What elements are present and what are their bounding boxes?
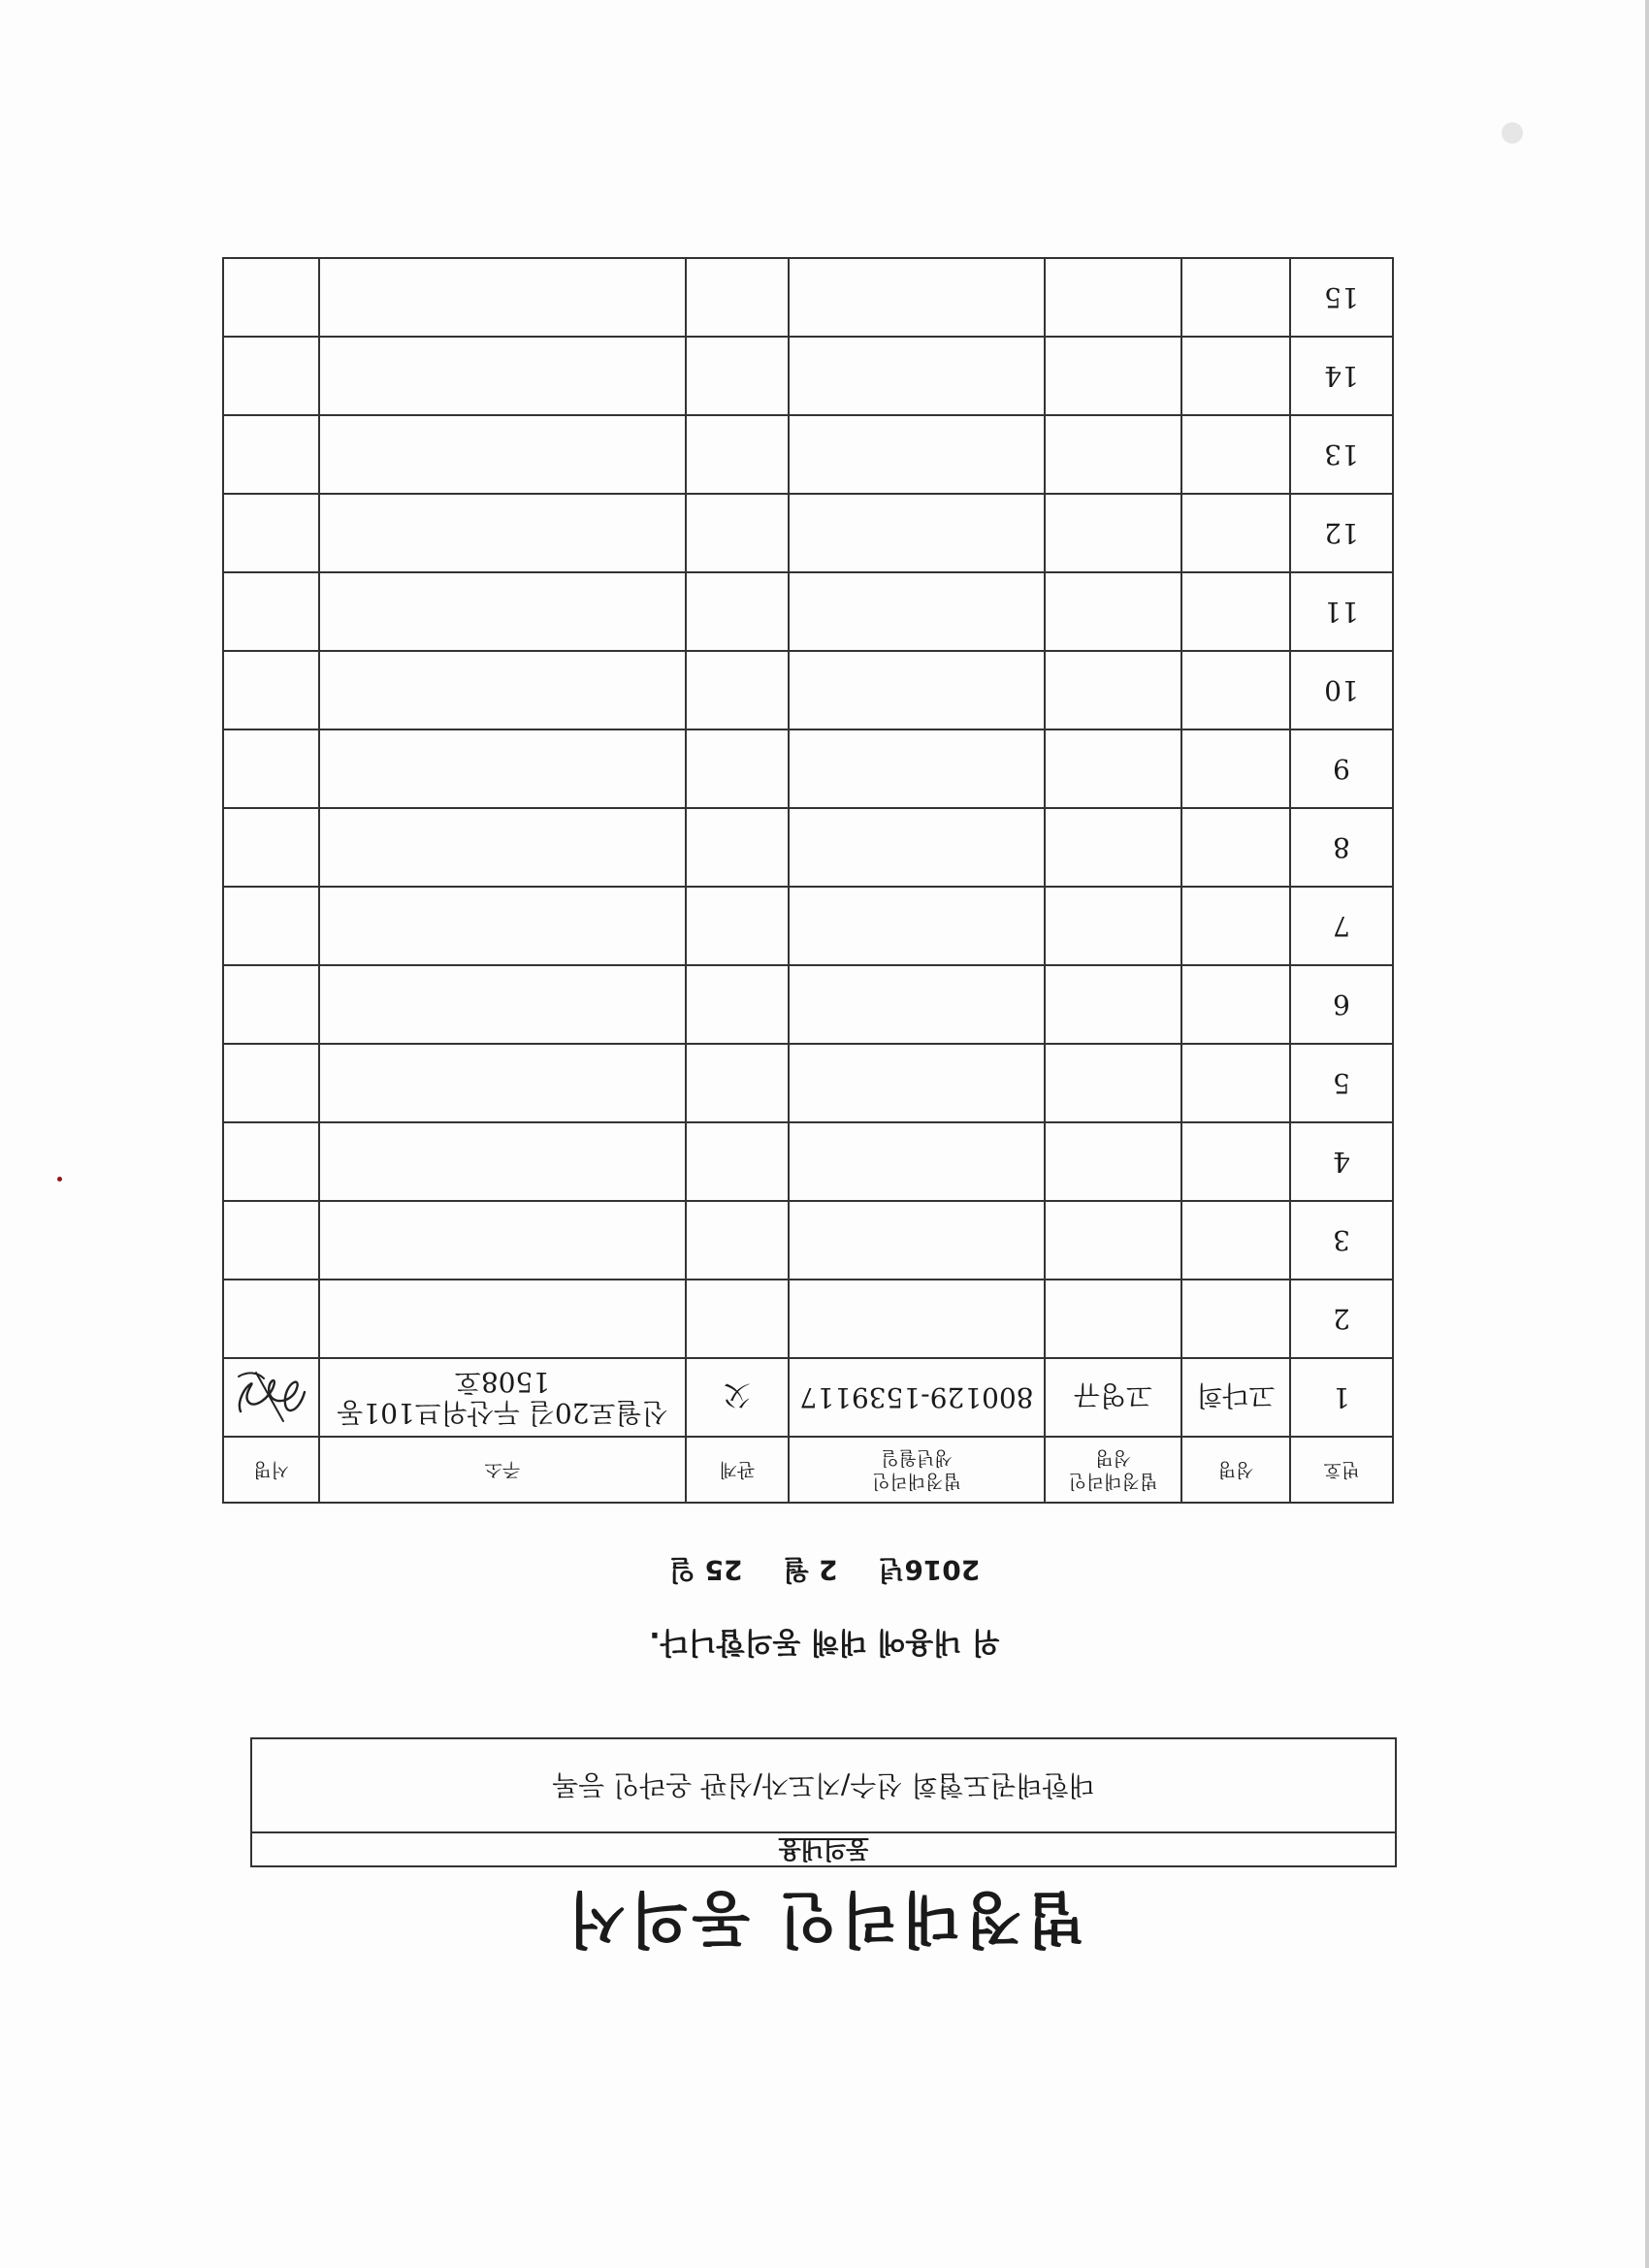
table-row [223, 1280, 1393, 1358]
empty-cell [789, 415, 1045, 494]
table-row [223, 572, 1393, 651]
empty-cell [1181, 572, 1290, 651]
empty-cell [789, 729, 1045, 808]
table-row [223, 494, 1393, 572]
table-row [223, 1122, 1393, 1201]
empty-cell [789, 1122, 1045, 1201]
empty-cell [1181, 729, 1290, 808]
empty-cell [789, 808, 1045, 887]
empty-cell [789, 1044, 1045, 1122]
row-number: 11 [1290, 572, 1393, 651]
empty-cell [223, 337, 319, 415]
table-row [223, 337, 1393, 415]
row-number: 8 [1290, 808, 1393, 887]
row-number: 4 [1290, 1122, 1393, 1201]
empty-cell [1045, 1280, 1181, 1358]
empty-cell [223, 1280, 319, 1358]
row-number: 13 [1290, 415, 1393, 494]
row-number: 7 [1290, 887, 1393, 965]
empty-cell [319, 1044, 686, 1122]
empty-cell [1181, 415, 1290, 494]
empty-cell [1181, 965, 1290, 1044]
empty-cell [686, 494, 789, 572]
table-row [223, 965, 1393, 1044]
table-row [223, 415, 1393, 494]
header-signature: 서명 [223, 1437, 319, 1503]
empty-cell [789, 337, 1045, 415]
empty-cell [223, 572, 319, 651]
row-guardian-name: 고영규 [1045, 1358, 1181, 1437]
empty-cell [1181, 258, 1290, 337]
empty-cell [319, 415, 686, 494]
empty-cell [1045, 415, 1181, 494]
empty-cell [1045, 808, 1181, 887]
empty-cell [1045, 337, 1181, 415]
row-relation: 父 [686, 1358, 789, 1437]
empty-cell [1045, 494, 1181, 572]
empty-cell [223, 729, 319, 808]
consent-content-label: 동의내용 [252, 1831, 1395, 1865]
row-number: 14 [1290, 337, 1393, 415]
empty-cell [223, 965, 319, 1044]
header-guardian-name: 법정대리인 성명 [1045, 1437, 1181, 1503]
table-row [223, 729, 1393, 808]
date-year: 2016년 [878, 1554, 981, 1586]
table-row [223, 1044, 1393, 1122]
document-title: 법정대리인 동의서 [564, 1884, 1085, 1955]
empty-cell [223, 651, 319, 729]
empty-cell [686, 337, 789, 415]
row-number: 15 [1290, 258, 1393, 337]
row-number: 6 [1290, 965, 1393, 1044]
date-day: 25 일 [668, 1554, 743, 1586]
empty-cell [1045, 1201, 1181, 1280]
table-header-row [223, 1437, 1393, 1503]
row-guardian-birth: 800129-1539117 [789, 1358, 1045, 1437]
empty-cell [789, 1201, 1045, 1280]
empty-cell [223, 808, 319, 887]
empty-cell [686, 808, 789, 887]
empty-cell [319, 651, 686, 729]
empty-cell [319, 965, 686, 1044]
row-number: 10 [1290, 651, 1393, 729]
empty-cell [789, 965, 1045, 1044]
empty-cell [319, 1280, 686, 1358]
empty-cell [686, 729, 789, 808]
empty-cell [789, 1280, 1045, 1358]
empty-cell [686, 1201, 789, 1280]
empty-cell [319, 494, 686, 572]
empty-cell [789, 494, 1045, 572]
empty-cell [686, 258, 789, 337]
empty-cell [319, 572, 686, 651]
handwritten-signature-icon [230, 1364, 313, 1432]
row-number: 9 [1290, 729, 1393, 808]
empty-cell [789, 258, 1045, 337]
empty-cell [1045, 572, 1181, 651]
header-relation: 관계 [686, 1437, 789, 1503]
row-signature [223, 1358, 319, 1437]
empty-cell [1045, 1122, 1181, 1201]
empty-cell [1045, 729, 1181, 808]
empty-cell [789, 651, 1045, 729]
row-address: 신월로20길 두산위브101동 1508호 [319, 1358, 686, 1437]
header-address: 주소 [319, 1437, 686, 1503]
empty-cell [1045, 651, 1181, 729]
empty-cell [223, 258, 319, 337]
empty-cell [223, 887, 319, 965]
empty-cell [1045, 258, 1181, 337]
empty-cell [319, 808, 686, 887]
header-no: 번호 [1290, 1437, 1393, 1503]
row-name: 고다희 [1181, 1358, 1290, 1437]
consent-content-box [250, 1737, 1397, 1867]
empty-cell [686, 651, 789, 729]
empty-cell [686, 887, 789, 965]
table-row [223, 808, 1393, 887]
empty-cell [1181, 1280, 1290, 1358]
row-number: 3 [1290, 1201, 1393, 1280]
empty-cell [686, 572, 789, 651]
empty-cell [686, 965, 789, 1044]
date-month: 2 월 [783, 1554, 838, 1586]
empty-cell [686, 1280, 789, 1358]
empty-cell [789, 572, 1045, 651]
empty-cell [223, 1122, 319, 1201]
empty-cell [1181, 1201, 1290, 1280]
empty-cell [1181, 337, 1290, 415]
date-line [0, 1552, 1649, 1591]
empty-cell [1045, 1044, 1181, 1122]
table-row [223, 651, 1393, 729]
empty-cell [319, 1122, 686, 1201]
empty-cell [686, 415, 789, 494]
empty-cell [223, 1201, 319, 1280]
empty-cell [223, 494, 319, 572]
empty-cell [1181, 808, 1290, 887]
empty-cell [1181, 651, 1290, 729]
empty-cell [1045, 887, 1181, 965]
header-name: 성명 [1181, 1437, 1290, 1503]
scan-shadow [1502, 122, 1523, 144]
table-row [223, 887, 1393, 965]
table-row [223, 1201, 1393, 1280]
consent-content-text: 대한태권도협회 선수/지도자/심판 온라인 등록 [552, 1769, 1095, 1801]
empty-cell [789, 887, 1045, 965]
guardian-table [222, 257, 1394, 1504]
empty-cell [1181, 887, 1290, 965]
header-guardian-birth: 법정대리인 생년월일 [789, 1437, 1045, 1503]
empty-cell [319, 337, 686, 415]
empty-cell [1045, 965, 1181, 1044]
scan-speck [57, 1177, 62, 1182]
table-row [223, 1358, 1393, 1437]
empty-cell [319, 729, 686, 808]
empty-cell [223, 415, 319, 494]
agreement-statement: 위 내용에 대해 동의합니다. [649, 1625, 1000, 1659]
empty-cell [1181, 1044, 1290, 1122]
row-number: 5 [1290, 1044, 1393, 1122]
empty-cell [1181, 494, 1290, 572]
empty-cell [1181, 1122, 1290, 1201]
empty-cell [686, 1122, 789, 1201]
table-row [223, 258, 1393, 337]
empty-cell [686, 1044, 789, 1122]
empty-cell [319, 258, 686, 337]
row-number: 12 [1290, 494, 1393, 572]
empty-cell [223, 1044, 319, 1122]
row-number: 1 [1290, 1358, 1393, 1437]
empty-cell [319, 887, 686, 965]
empty-cell [319, 1201, 686, 1280]
row-number: 2 [1290, 1280, 1393, 1358]
